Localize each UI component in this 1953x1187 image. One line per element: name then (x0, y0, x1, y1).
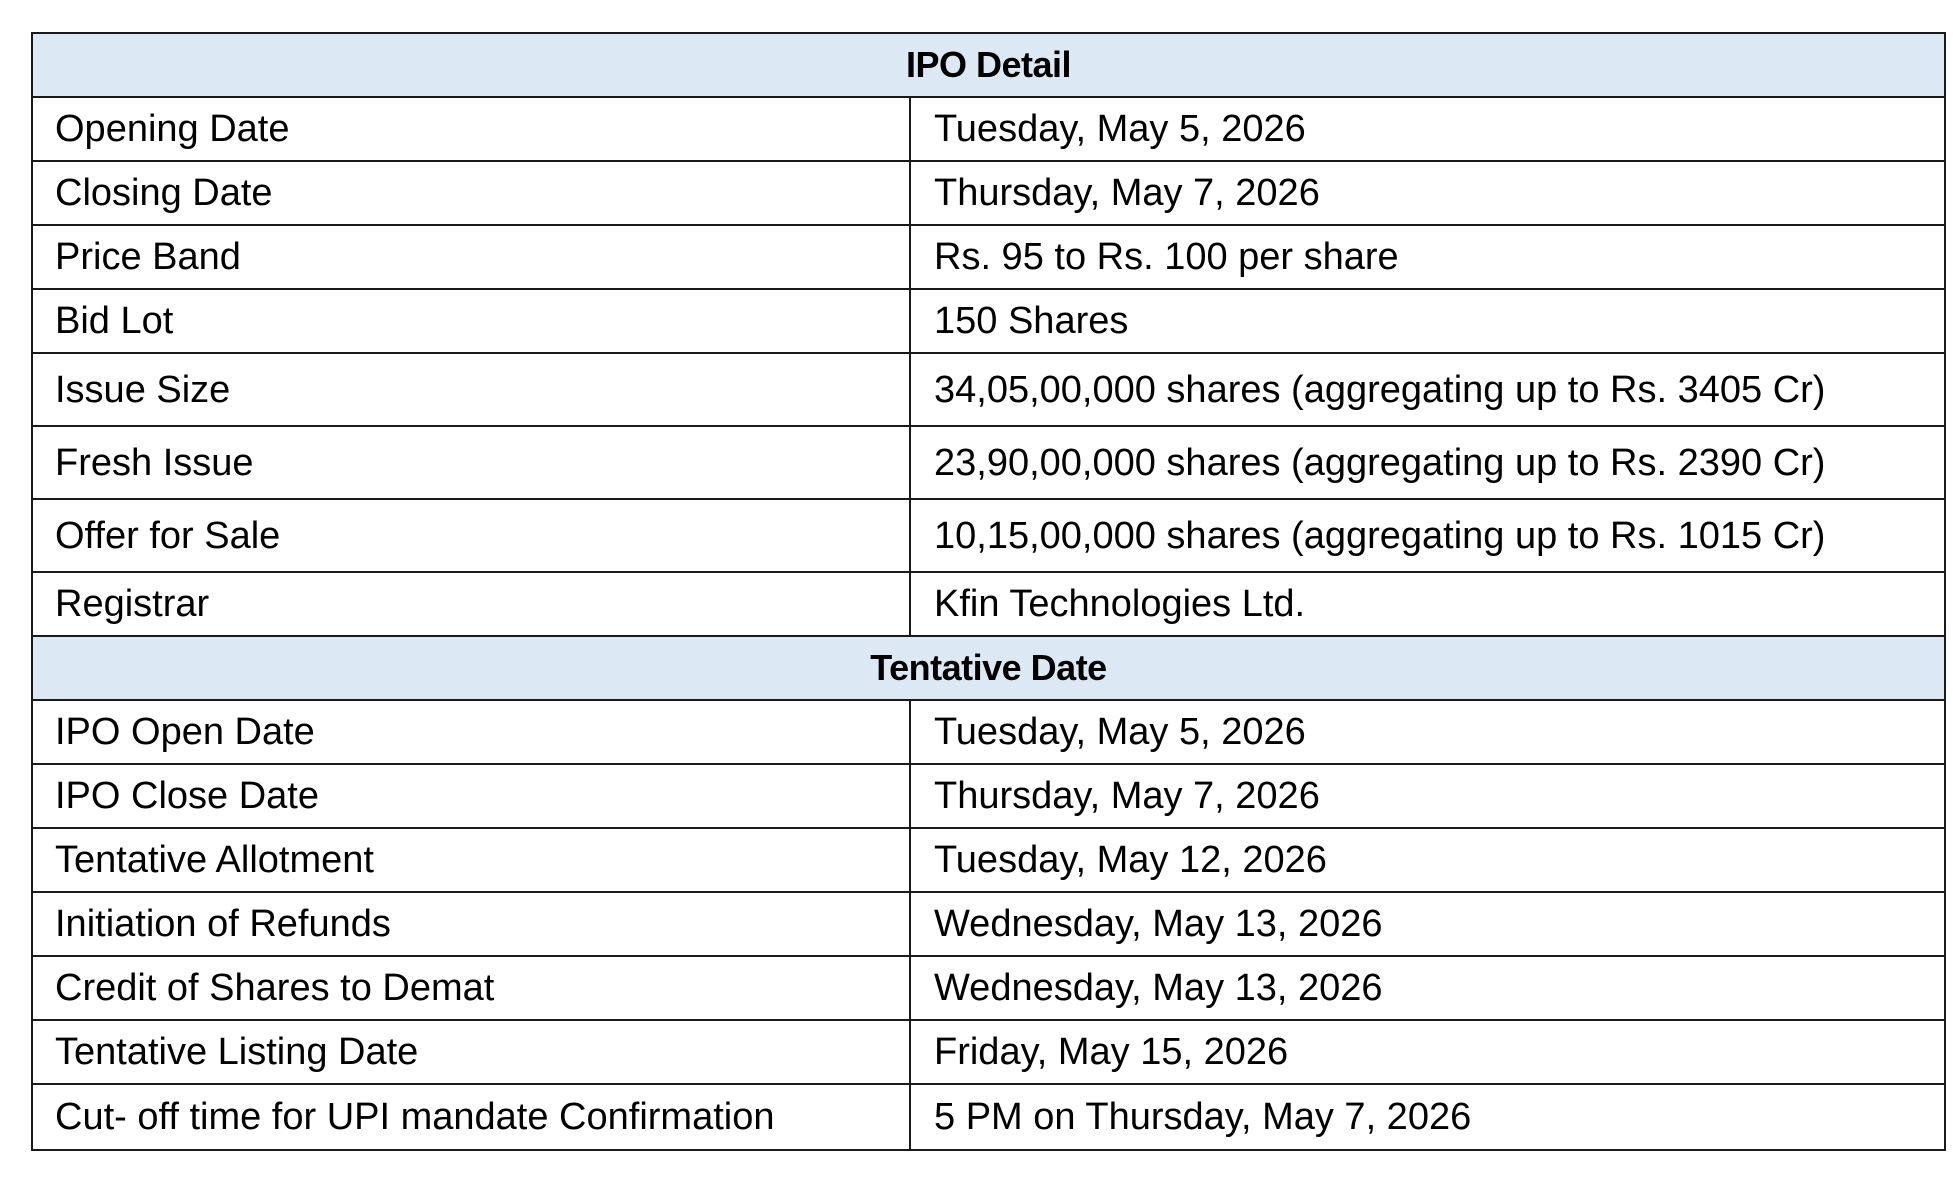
price-band-value: Rs. 95 to Rs. 100 per share (910, 225, 1945, 289)
table-row (32, 161, 1945, 225)
table-row (32, 572, 1945, 636)
table-row (32, 1020, 1945, 1084)
credit-of-shares-value: Wednesday, May 13, 2026 (910, 956, 1945, 1020)
registrar-value: Kfin Technologies Ltd. (910, 572, 1945, 636)
ipo-details-table (31, 32, 1946, 1151)
tentative-date-title: Tentative Date (32, 636, 1945, 700)
ipo-close-date-value: Thursday, May 7, 2026 (910, 764, 1945, 828)
table-row (32, 1084, 1945, 1150)
table-row (32, 700, 1945, 764)
table-row (32, 892, 1945, 956)
fresh-issue-label: Fresh Issue (32, 426, 910, 499)
closing-date-value: Thursday, May 7, 2026 (910, 161, 1945, 225)
closing-date-label: Closing Date (32, 161, 910, 225)
table-row (32, 225, 1945, 289)
tentative-listing-date-value: Friday, May 15, 2026 (910, 1020, 1945, 1084)
initiation-of-refunds-value: Wednesday, May 13, 2026 (910, 892, 1945, 956)
issue-size-value: 34,05,00,000 shares (aggregating up to Rs. 3405 Cr) (910, 353, 1945, 426)
table-row (32, 289, 1945, 353)
table-row (32, 97, 1945, 161)
credit-of-shares-label: Credit of Shares to Demat (32, 956, 910, 1020)
opening-date-label: Opening Date (32, 97, 910, 161)
ipo-close-date-label: IPO Close Date (32, 764, 910, 828)
table-row (32, 828, 1945, 892)
tentative-allotment-value: Tuesday, May 12, 2026 (910, 828, 1945, 892)
bid-lot-value: 150 Shares (910, 289, 1945, 353)
opening-date-value: Tuesday, May 5, 2026 (910, 97, 1945, 161)
offer-for-sale-value: 10,15,00,000 shares (aggregating up to Rs. 1015 Cr) (910, 499, 1945, 572)
upi-cutoff-value: 5 PM on Thursday, May 7, 2026 (910, 1084, 1945, 1150)
table-row (32, 956, 1945, 1020)
bid-lot-label: Bid Lot (32, 289, 910, 353)
table-row (32, 764, 1945, 828)
tentative-allotment-label: Tentative Allotment (32, 828, 910, 892)
ipo-open-date-label: IPO Open Date (32, 700, 910, 764)
registrar-label: Registrar (32, 572, 910, 636)
ipo-detail-title: IPO Detail (32, 33, 1945, 97)
initiation-of-refunds-label: Initiation of Refunds (32, 892, 910, 956)
fresh-issue-value: 23,90,00,000 shares (aggregating up to Rs. 2390 Cr) (910, 426, 1945, 499)
tentative-date-header-row (32, 636, 1945, 700)
price-band-label: Price Band (32, 225, 910, 289)
table-row (32, 499, 1945, 572)
ipo-detail-header-row (32, 33, 1945, 97)
upi-cutoff-label: Cut- off time for UPI mandate Confirmation (32, 1084, 910, 1150)
table-row (32, 353, 1945, 426)
tentative-listing-date-label: Tentative Listing Date (32, 1020, 910, 1084)
offer-for-sale-label: Offer for Sale (32, 499, 910, 572)
ipo-open-date-value: Tuesday, May 5, 2026 (910, 700, 1945, 764)
table-row (32, 426, 1945, 499)
issue-size-label: Issue Size (32, 353, 910, 426)
